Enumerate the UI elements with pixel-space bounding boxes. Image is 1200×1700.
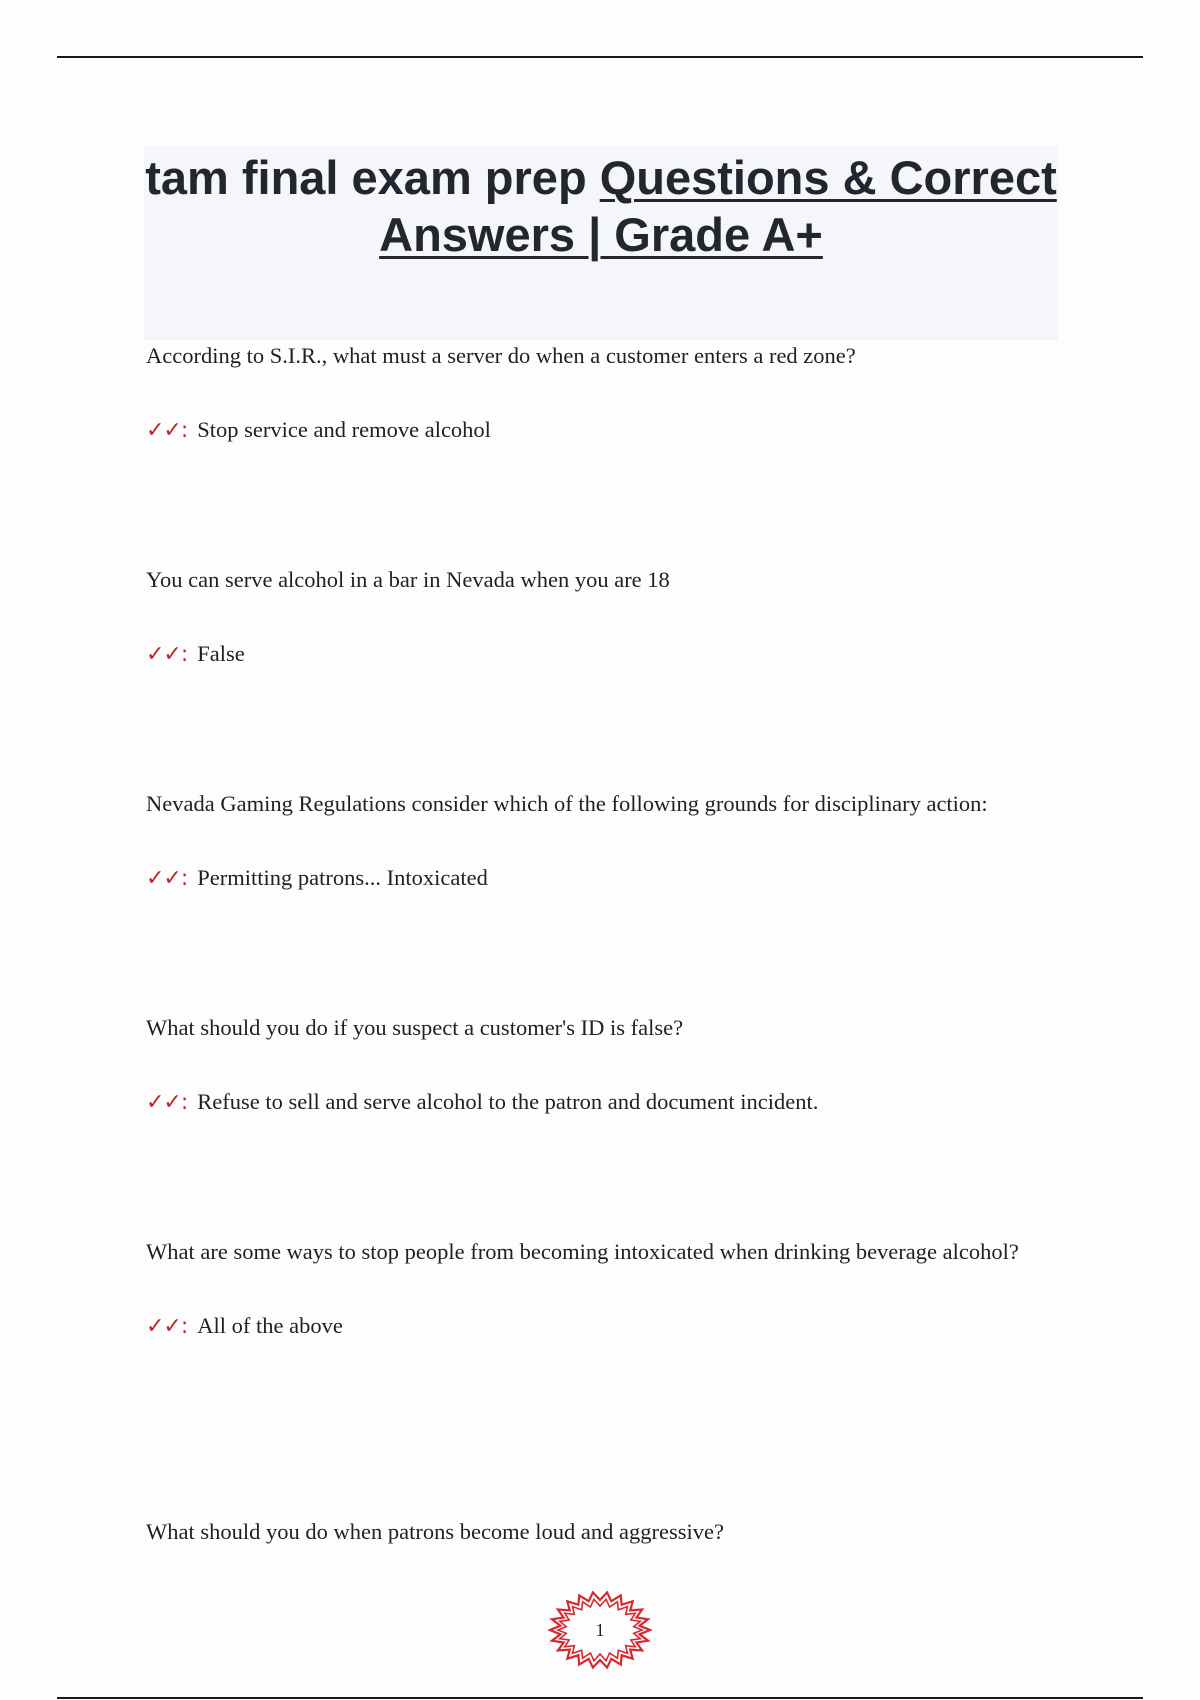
answer-row xyxy=(146,626,1066,683)
question-text: You can serve alcohol in a bar in Nevada when you are 18 xyxy=(146,567,670,592)
answer-text: Permitting patrons... Intoxicated xyxy=(197,865,488,890)
qa-item xyxy=(146,1000,1066,1131)
double-check-icon: ✓✓: xyxy=(146,1090,188,1115)
answer-row xyxy=(146,1298,1066,1355)
question-text: What should you do when patrons become loud and aggressive? xyxy=(146,1519,724,1544)
double-check-icon: ✓✓: xyxy=(146,1314,188,1339)
qa-item xyxy=(146,328,1066,459)
answer-text: Refuse to sell and serve alcohol to the patron and document incident. xyxy=(197,1089,819,1114)
question-text: According to S.I.R., what must a server do when a customer enters a red zone? xyxy=(146,343,856,368)
title-plain: tam final exam prep xyxy=(145,151,587,204)
answer-row xyxy=(146,850,1066,907)
top-rule xyxy=(57,56,1143,58)
answer-row xyxy=(146,1074,1066,1131)
bottom-rule xyxy=(57,1697,1143,1699)
answer-text: False xyxy=(197,641,245,666)
answer-text: Stop service and remove alcohol xyxy=(197,417,491,442)
qa-item xyxy=(146,552,1066,683)
title-box xyxy=(144,146,1058,340)
page-title xyxy=(144,146,1058,263)
qa-item xyxy=(146,1504,1066,1560)
page-number: 1 xyxy=(595,1620,605,1640)
question-text: What should you do if you suspect a customer's ID is false? xyxy=(146,1015,684,1040)
double-check-icon: ✓✓: xyxy=(146,866,188,891)
answer-text: All of the above xyxy=(197,1313,343,1338)
double-check-icon: ✓✓: xyxy=(146,418,188,443)
page-number-badge xyxy=(548,1590,652,1670)
question-text: What are some ways to stop people from becoming intoxicated when drinking beverage alcohol? xyxy=(146,1239,1019,1264)
answer-row xyxy=(146,402,1066,459)
question-text: Nevada Gaming Regulations consider which of the following grounds for disciplinary action: xyxy=(146,791,988,816)
double-check-icon: ✓✓: xyxy=(146,642,188,667)
qa-item xyxy=(146,1224,1066,1355)
title-underlined: Questions & Correct Answers | Grade A+ xyxy=(379,151,1057,261)
qa-item xyxy=(146,776,1066,907)
